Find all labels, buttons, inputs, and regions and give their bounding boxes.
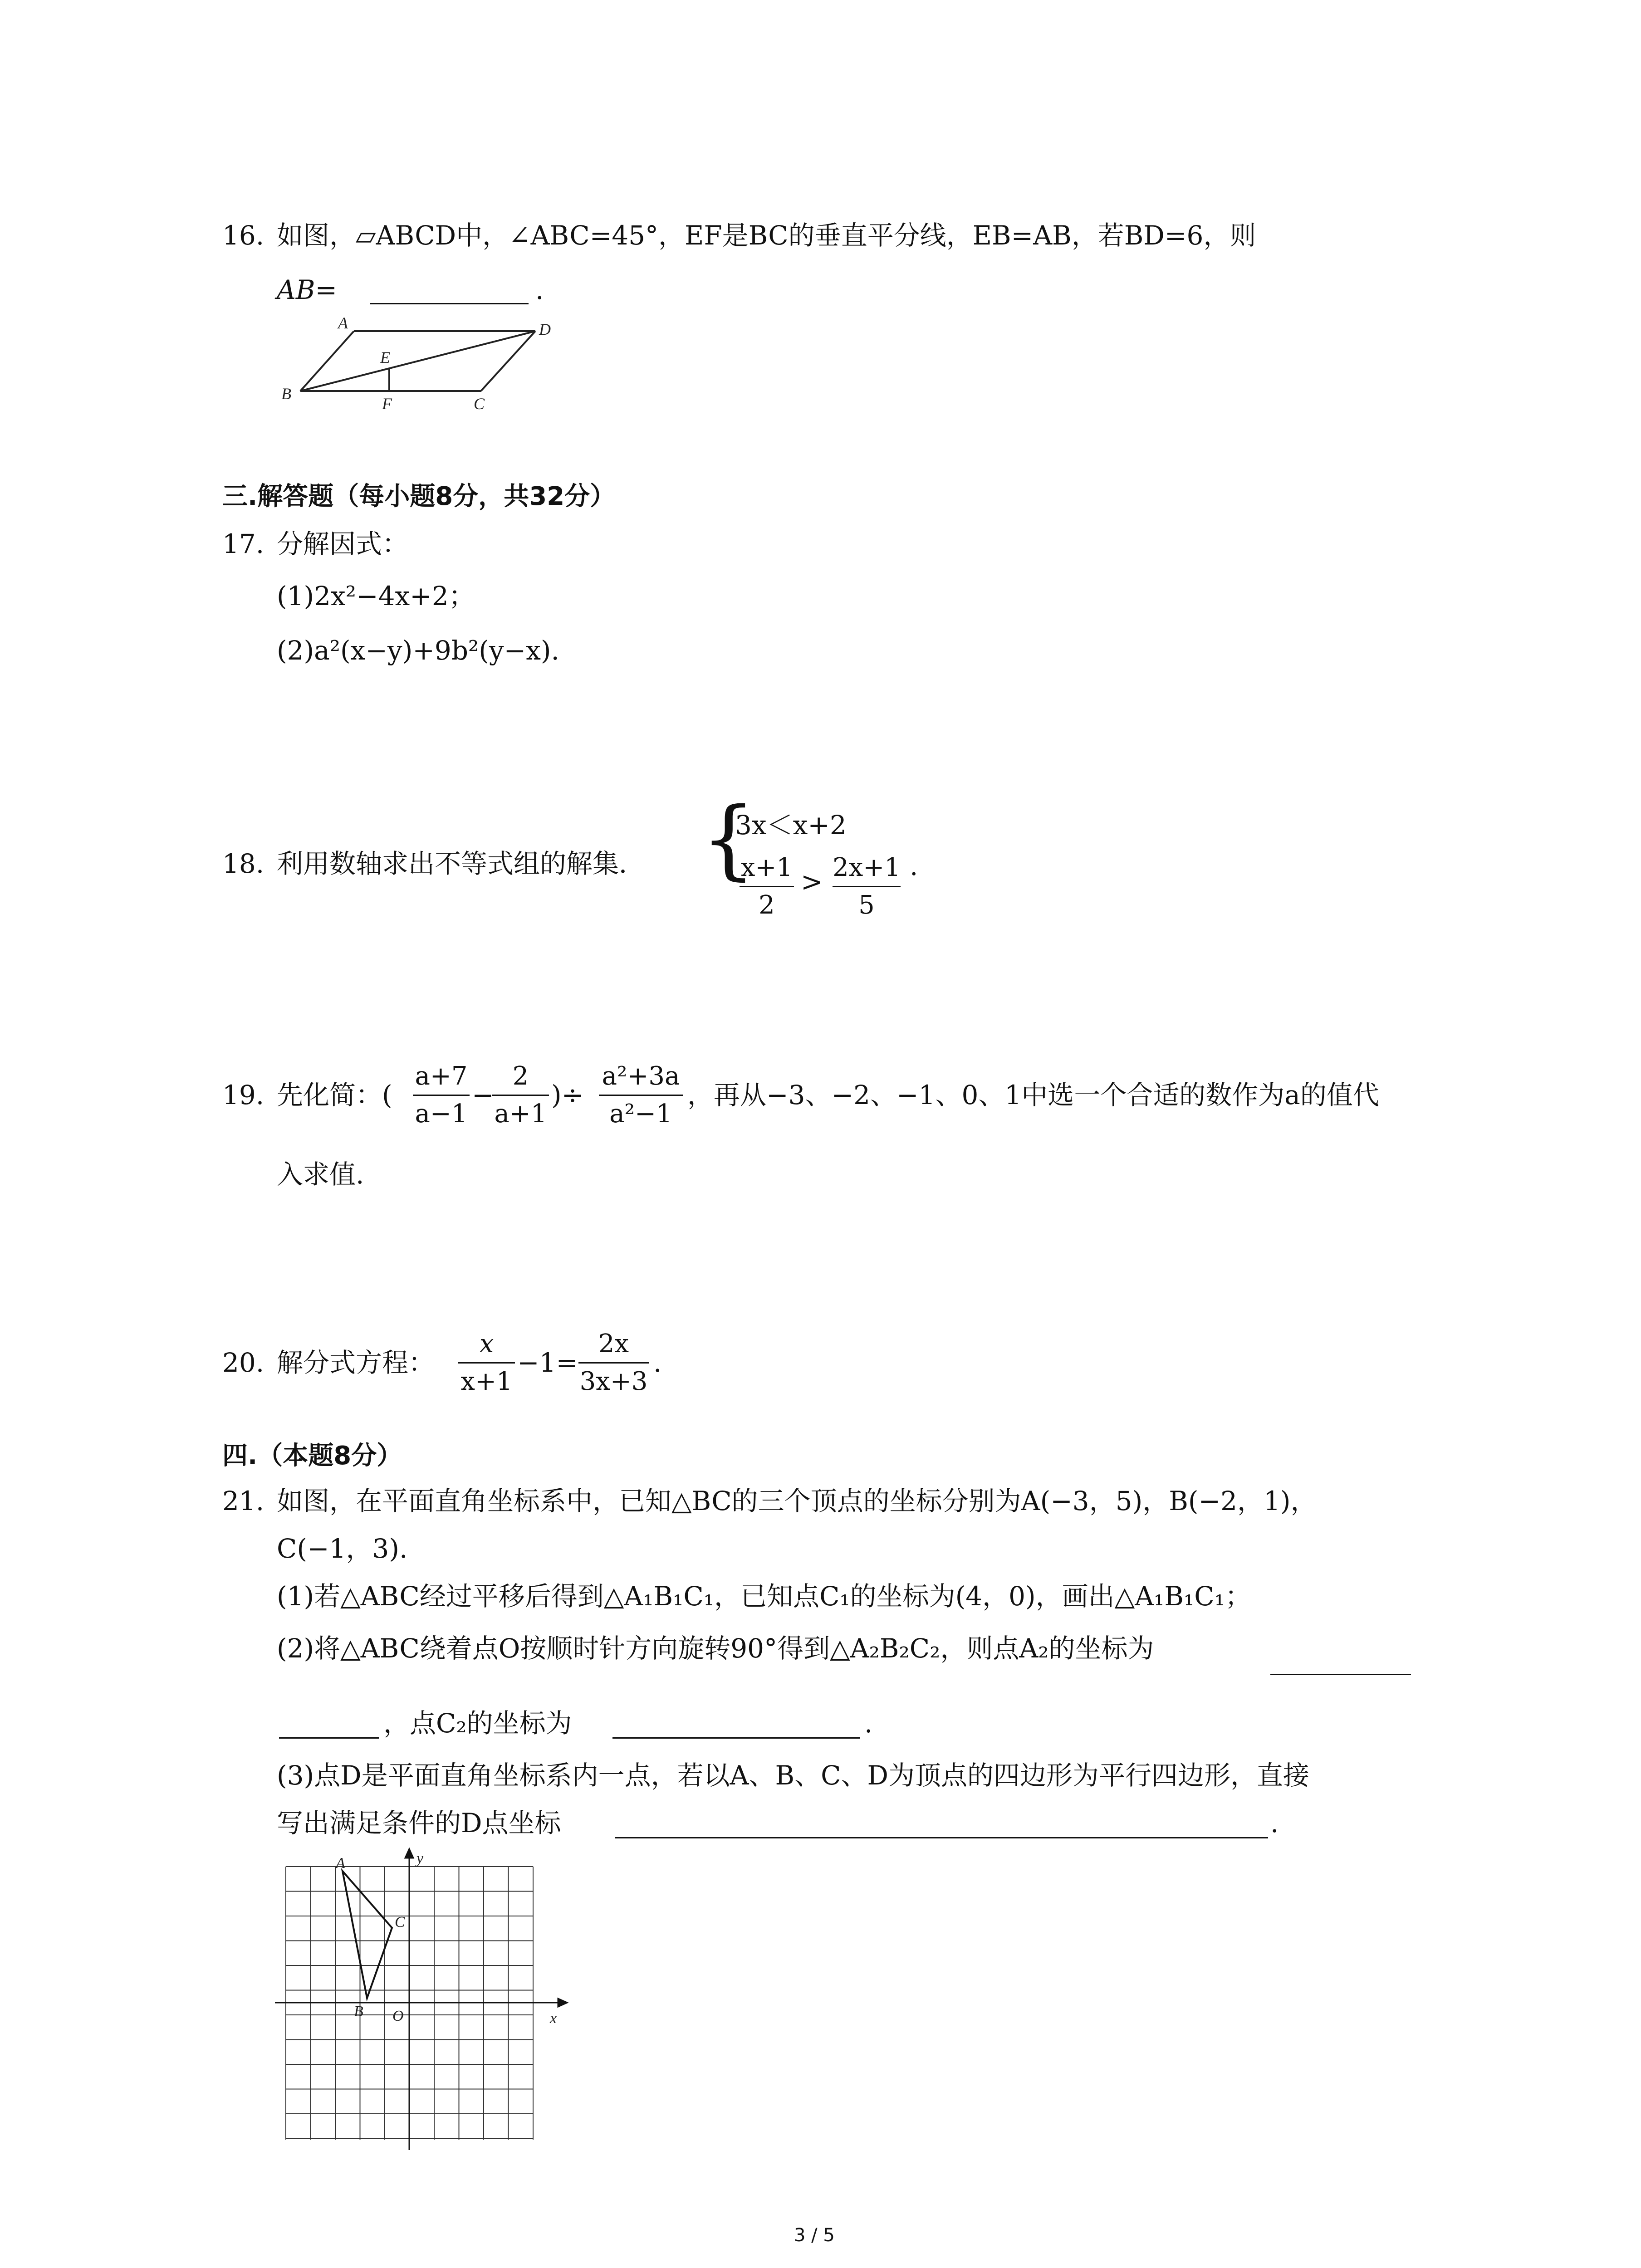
label-B: B bbox=[281, 385, 291, 403]
label-C: C bbox=[474, 395, 485, 413]
label-A: A bbox=[338, 314, 348, 332]
grid-label-O: O bbox=[392, 2008, 404, 2024]
q19-line2: 入求值. bbox=[277, 1159, 364, 1190]
q18-greater-than: > bbox=[801, 866, 823, 897]
q21-number: 21. bbox=[222, 1486, 265, 1516]
q21-line2: C(−1，3). bbox=[277, 1533, 408, 1564]
q20-mid: −1= bbox=[517, 1347, 578, 1378]
q16-number: 16. bbox=[222, 220, 265, 251]
side-ab bbox=[300, 331, 354, 391]
q21-part2-line1: (2)将△ABC绕着点O按顺时针方向旋转90°得到△A₂B₂C₂，则点A₂的坐标为 bbox=[277, 1633, 1154, 1664]
q21-coordinate-grid bbox=[272, 1846, 581, 2159]
grid-label-A: A bbox=[336, 1855, 345, 1872]
q19-f2-numerator: 2 bbox=[512, 1061, 529, 1091]
q19-fraction-1 bbox=[413, 1061, 470, 1129]
q19-f1-numerator: a+7 bbox=[415, 1061, 468, 1091]
q16-parallelogram-figure bbox=[272, 313, 572, 422]
section-3-title: 三.解答题（每小题8分，共32分） bbox=[222, 482, 616, 511]
q20-f2-numerator: 2x bbox=[598, 1329, 629, 1359]
q17-number: 17. bbox=[222, 528, 265, 559]
q20-fraction-1 bbox=[458, 1331, 515, 1394]
q18-brace: { bbox=[701, 789, 756, 889]
q19-pre: 先化简：( bbox=[277, 1080, 392, 1110]
grid-label-B: B bbox=[354, 2003, 363, 2020]
diagonal-bd bbox=[300, 331, 535, 391]
q19-fraction-2 bbox=[492, 1061, 549, 1129]
q18-f1-denominator: 2 bbox=[759, 890, 775, 920]
q19-post: ，再从−3、−2、−1、0、1中选一个合适的数作为a的值代 bbox=[687, 1080, 1379, 1110]
q18-inequality-1: 3x＜x+2 bbox=[735, 810, 847, 841]
q18-f2-numerator: 2x+1 bbox=[833, 853, 901, 882]
q16-answer-blank[interactable] bbox=[370, 303, 529, 304]
q21-part2-line2: ，点C₂的坐标为 bbox=[383, 1708, 572, 1739]
side-dc bbox=[481, 331, 535, 391]
x-axis-arrow bbox=[558, 1999, 567, 2007]
q21-part3-line1: (3)点D是平面直角坐标系内一点，若以A、B、C、D为顶点的四边形为平行四边形，直接 bbox=[277, 1760, 1310, 1791]
q19-f3-denominator: a²−1 bbox=[609, 1099, 672, 1129]
section-4-title: 四.（本题8分） bbox=[222, 1441, 402, 1471]
q17-text: 分解因式： bbox=[277, 528, 409, 559]
q21-a2-blank-1[interactable] bbox=[1270, 1674, 1411, 1675]
q20-period: . bbox=[653, 1347, 662, 1378]
q18-text: 利用数轴求出不等式组的解集． bbox=[277, 848, 646, 879]
q18-fraction-2 bbox=[833, 855, 901, 918]
q19-f1-denominator: a−1 bbox=[415, 1099, 468, 1129]
grid-label-x: x bbox=[550, 2010, 557, 2027]
q20-f1-numerator: x bbox=[479, 1329, 494, 1359]
q18-number: 18. bbox=[222, 848, 265, 879]
q21-part2-period: . bbox=[864, 1708, 873, 1739]
q18-f1-numerator: x+1 bbox=[740, 853, 793, 882]
q17-part1: (1)2x²−4x+2； bbox=[277, 581, 475, 611]
q18-period: . bbox=[910, 850, 918, 881]
q21-part1: (1)若△ABC经过平移后得到△A₁B₁C₁，已知点C₁的坐标为(4，0)，画出△A₁B₁C₁； bbox=[277, 1581, 1251, 1612]
q19-fraction-3 bbox=[599, 1061, 683, 1129]
grid-label-C: C bbox=[395, 1914, 405, 1931]
q20-f2-denominator: 3x+3 bbox=[579, 1367, 648, 1396]
grid-label-y: y bbox=[416, 1850, 424, 1867]
q21-part3-period: . bbox=[1270, 1808, 1279, 1838]
q20-pre: 解分式方程： bbox=[277, 1347, 435, 1378]
q19-f3-numerator: a²+3a bbox=[602, 1061, 680, 1091]
label-D: D bbox=[539, 320, 551, 338]
q16-text-line2: AB= bbox=[277, 274, 338, 305]
y-axis-arrow bbox=[405, 1849, 413, 1858]
q19-divide: )÷ bbox=[551, 1080, 584, 1110]
q20-f1-denominator: x+1 bbox=[460, 1367, 513, 1396]
q21-line1: 如图，在平面直角坐标系中，已知△BC的三个顶点的坐标分别为A(−3，5)，B(−2，1)， bbox=[277, 1486, 1317, 1516]
q19-number: 19. bbox=[222, 1080, 265, 1110]
q21-d-blank[interactable] bbox=[615, 1837, 1268, 1838]
q16-text-line1: 如图，▱ABCD中，∠ABC=45°，EF是BC的垂直平分线，EB=AB，若BD=6，则 bbox=[277, 220, 1256, 251]
q18-fraction-1 bbox=[740, 855, 794, 918]
q21-c2-blank[interactable] bbox=[612, 1737, 860, 1739]
label-F: F bbox=[382, 395, 392, 413]
q16-period: . bbox=[535, 274, 544, 305]
q19-f2-denominator: a+1 bbox=[494, 1099, 547, 1129]
q17-part2: (2)a²(x−y)+9b²(y−x). bbox=[277, 635, 559, 666]
q20-number: 20. bbox=[222, 1347, 265, 1378]
q21-a2-blank-2[interactable] bbox=[279, 1737, 379, 1739]
q21-part3-line2: 写出满足条件的D点坐标 bbox=[277, 1808, 561, 1838]
label-E: E bbox=[380, 348, 390, 367]
q18-f2-denominator: 5 bbox=[858, 890, 875, 920]
q20-fraction-2 bbox=[578, 1331, 649, 1394]
q19-minus: − bbox=[472, 1080, 494, 1110]
page-number: 3 / 5 bbox=[794, 2225, 835, 2246]
